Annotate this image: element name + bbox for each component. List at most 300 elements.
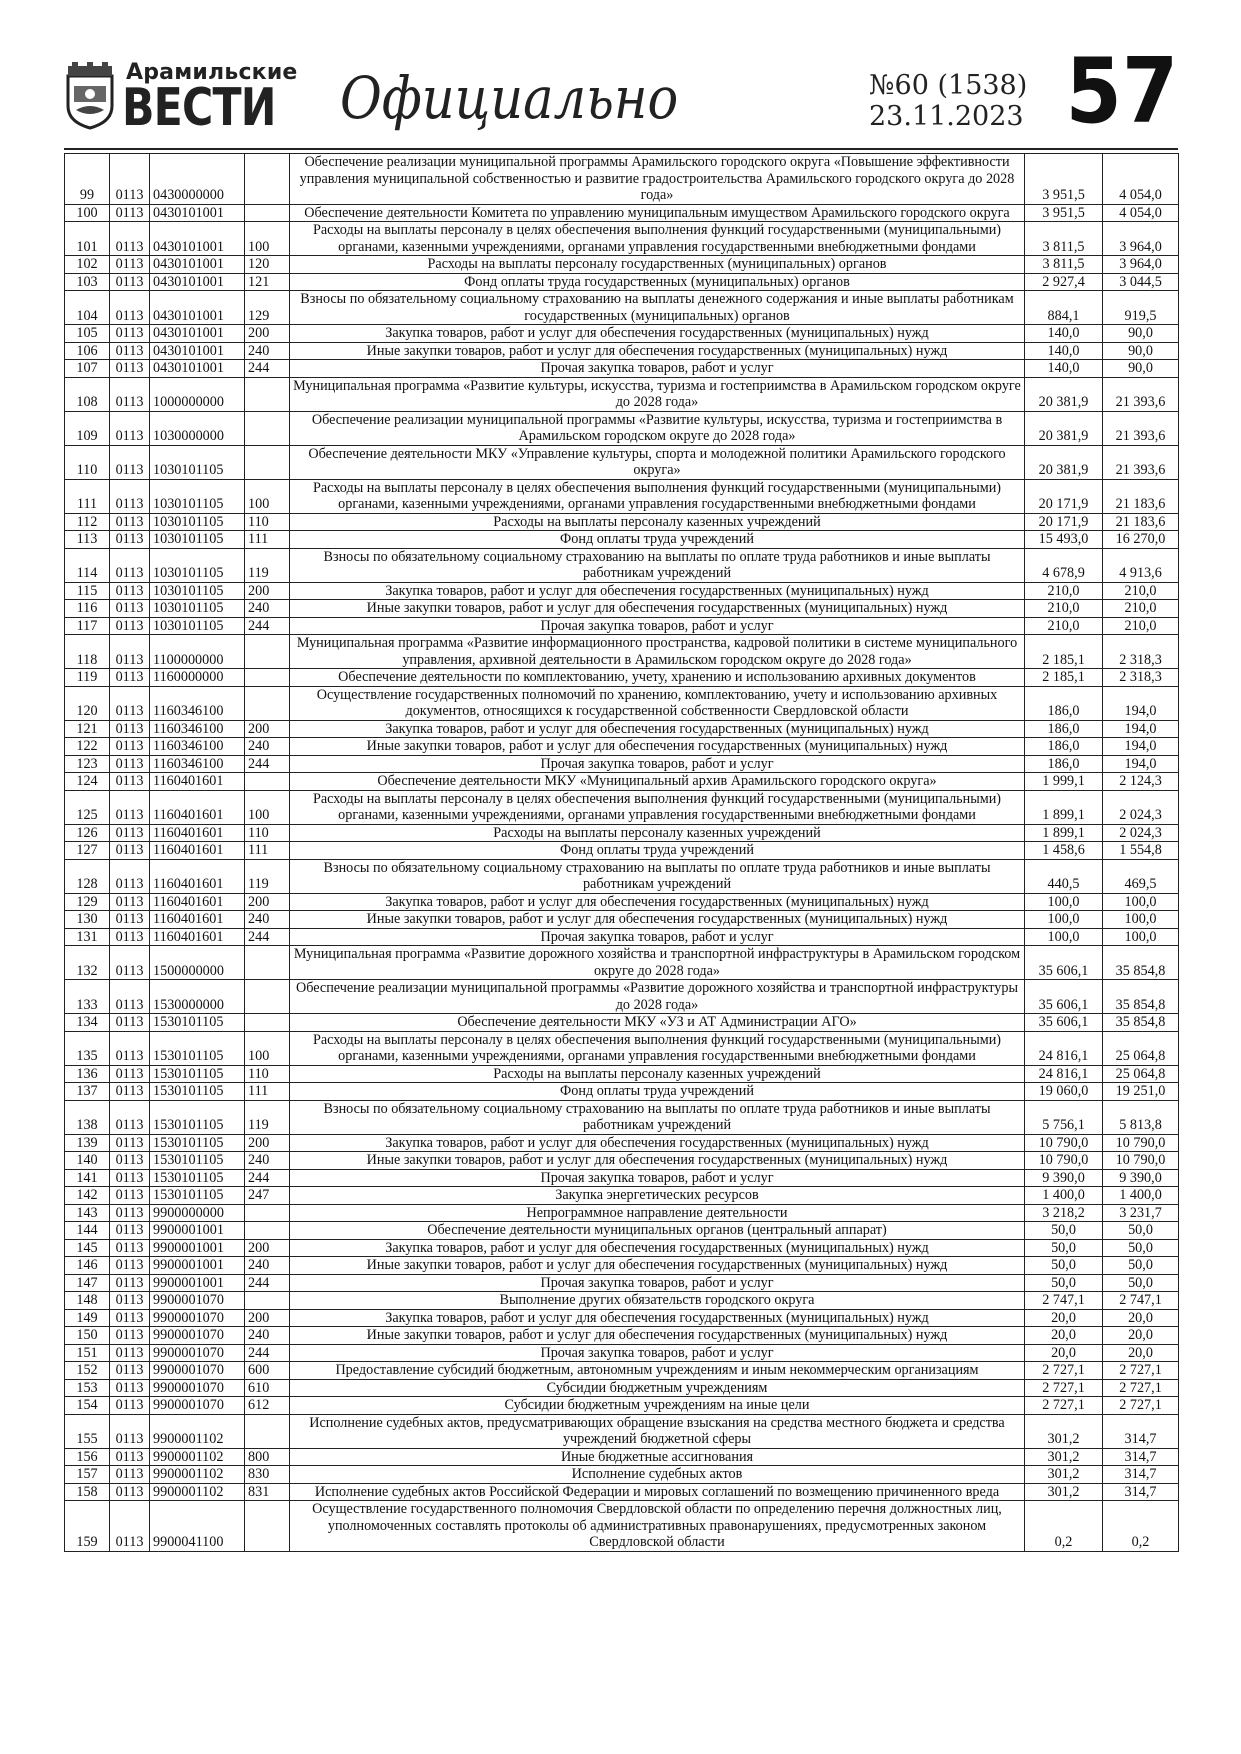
amount-2025: 3 951,5	[1025, 154, 1103, 205]
target-article-code: 9900000000	[150, 1204, 245, 1222]
target-article-code: 0430101001	[150, 291, 245, 325]
row-description: Иные закупки товаров, работ и услуг для обеспечения государственных (муниципальных) нужд	[290, 1152, 1025, 1170]
target-article-code: 1160401601	[150, 928, 245, 946]
amount-2026: 4 054,0	[1103, 204, 1179, 222]
amount-2025: 140,0	[1025, 325, 1103, 343]
expense-type-code	[245, 411, 290, 445]
expense-type-code	[245, 377, 290, 411]
expense-type-code	[245, 946, 290, 980]
amount-2026: 2 124,3	[1103, 773, 1179, 791]
expense-type-code: 200	[245, 1239, 290, 1257]
amount-2026: 9 390,0	[1103, 1169, 1179, 1187]
expense-type-code	[245, 1501, 290, 1552]
table-row	[65, 635, 1179, 669]
expense-type-code: 100	[245, 790, 290, 824]
target-article-code: 1530101105	[150, 1014, 245, 1032]
row-number: 154	[65, 1397, 110, 1415]
table-row	[65, 273, 1179, 291]
target-article-code: 1530101105	[150, 1134, 245, 1152]
expense-type-code: 119	[245, 1100, 290, 1134]
table-row	[65, 1397, 1179, 1415]
amount-2026: 4 913,6	[1103, 548, 1179, 582]
expense-type-code: 121	[245, 273, 290, 291]
section-code: 0113	[110, 377, 150, 411]
expense-type-code: 800	[245, 1448, 290, 1466]
row-description: Расходы на выплаты персоналу в целях обеспечения выполнения функций государственными (муниципальными) органами, казенными учреждениями, органами управления государственными внебюджетными фондами	[290, 222, 1025, 256]
table-row	[65, 1501, 1179, 1552]
amount-2025: 100,0	[1025, 928, 1103, 946]
expense-type-code: 110	[245, 824, 290, 842]
expense-type-code	[245, 1014, 290, 1032]
row-number: 141	[65, 1169, 110, 1187]
expense-type-code	[245, 686, 290, 720]
target-article-code: 9900001102	[150, 1483, 245, 1501]
table-row	[65, 1187, 1179, 1205]
row-number: 108	[65, 377, 110, 411]
newspaper-logo	[64, 52, 298, 138]
page-header	[64, 39, 1178, 150]
expense-type-code: 100	[245, 479, 290, 513]
table-row	[65, 686, 1179, 720]
expense-type-code: 100	[245, 1031, 290, 1065]
amount-2025: 50,0	[1025, 1257, 1103, 1275]
section-code: 0113	[110, 479, 150, 513]
amount-2025: 440,5	[1025, 859, 1103, 893]
row-number: 130	[65, 911, 110, 929]
target-article-code: 9900001001	[150, 1222, 245, 1240]
row-number: 106	[65, 342, 110, 360]
row-description: Закупка товаров, работ и услуг для обеспечения государственных (муниципальных) нужд	[290, 893, 1025, 911]
row-number: 125	[65, 790, 110, 824]
expense-type-code	[245, 669, 290, 687]
section-code: 0113	[110, 1134, 150, 1152]
amount-2025: 24 816,1	[1025, 1065, 1103, 1083]
target-article-code: 1160401601	[150, 859, 245, 893]
row-number: 126	[65, 824, 110, 842]
amount-2025: 20,0	[1025, 1344, 1103, 1362]
expense-type-code: 244	[245, 1169, 290, 1187]
section-code: 0113	[110, 1379, 150, 1397]
amount-2025: 301,2	[1025, 1414, 1103, 1448]
amount-2025: 0,2	[1025, 1501, 1103, 1552]
row-description: Расходы на выплаты персоналу государственных (муниципальных) органов	[290, 256, 1025, 274]
table-row	[65, 548, 1179, 582]
table-row	[65, 1031, 1179, 1065]
amount-2025: 20 381,9	[1025, 411, 1103, 445]
row-description: Закупка товаров, работ и услуг для обеспечения государственных (муниципальных) нужд	[290, 1134, 1025, 1152]
row-description: Иные закупки товаров, работ и услуг для обеспечения государственных (муниципальных) нужд	[290, 600, 1025, 618]
amount-2025: 24 816,1	[1025, 1031, 1103, 1065]
amount-2026: 2 024,3	[1103, 824, 1179, 842]
target-article-code: 1160401601	[150, 911, 245, 929]
section-code: 0113	[110, 1466, 150, 1484]
expense-type-code: 200	[245, 720, 290, 738]
target-article-code: 1530101105	[150, 1169, 245, 1187]
table-row	[65, 325, 1179, 343]
section-code: 0113	[110, 755, 150, 773]
amount-2026: 2 727,1	[1103, 1397, 1179, 1415]
table-row	[65, 1100, 1179, 1134]
amount-2026: 3 964,0	[1103, 222, 1179, 256]
expense-type-code: 240	[245, 911, 290, 929]
row-description: Закупка товаров, работ и услуг для обеспечения государственных (муниципальных) нужд	[290, 1239, 1025, 1257]
table-row	[65, 980, 1179, 1014]
table-row	[65, 531, 1179, 549]
amount-2026: 35 854,8	[1103, 980, 1179, 1014]
row-number: 135	[65, 1031, 110, 1065]
section-code: 0113	[110, 411, 150, 445]
target-article-code: 1160401601	[150, 824, 245, 842]
amount-2026: 35 854,8	[1103, 1014, 1179, 1032]
expense-type-code: 200	[245, 1134, 290, 1152]
row-description: Фонд оплаты труда государственных (муниципальных) органов	[290, 273, 1025, 291]
row-number: 114	[65, 548, 110, 582]
amount-2026: 10 790,0	[1103, 1152, 1179, 1170]
amount-2026: 50,0	[1103, 1239, 1179, 1257]
section-code: 0113	[110, 222, 150, 256]
table-row	[65, 911, 1179, 929]
section-code: 0113	[110, 824, 150, 842]
row-description: Обеспечение деятельности по комплектованию, учету, хранению и использованию архивных документов	[290, 669, 1025, 687]
row-description: Выполнение других обязательств городского округа	[290, 1292, 1025, 1310]
table-row	[65, 445, 1179, 479]
target-article-code: 1160401601	[150, 773, 245, 791]
row-number: 131	[65, 928, 110, 946]
row-description: Прочая закупка товаров, работ и услуг	[290, 1169, 1025, 1187]
row-description: Иные бюджетные ассигнования	[290, 1448, 1025, 1466]
section-code: 0113	[110, 911, 150, 929]
expense-type-code: 129	[245, 291, 290, 325]
page-number: 57	[1065, 39, 1178, 144]
section-code: 0113	[110, 617, 150, 635]
amount-2026: 21 393,6	[1103, 411, 1179, 445]
amount-2025: 186,0	[1025, 720, 1103, 738]
table-row	[65, 377, 1179, 411]
amount-2025: 50,0	[1025, 1222, 1103, 1240]
expense-type-code: 244	[245, 755, 290, 773]
amount-2026: 2 024,3	[1103, 790, 1179, 824]
section-code: 0113	[110, 1292, 150, 1310]
row-number: 122	[65, 738, 110, 756]
row-description: Иные закупки товаров, работ и услуг для обеспечения государственных (муниципальных) нужд	[290, 1327, 1025, 1345]
amount-2026: 20,0	[1103, 1309, 1179, 1327]
section-code: 0113	[110, 1309, 150, 1327]
target-article-code: 9900001070	[150, 1362, 245, 1380]
table-row	[65, 1466, 1179, 1484]
amount-2025: 2 727,1	[1025, 1362, 1103, 1380]
expense-type-code: 244	[245, 360, 290, 378]
expense-type-code: 240	[245, 1152, 290, 1170]
section-code: 0113	[110, 445, 150, 479]
amount-2025: 2 727,1	[1025, 1379, 1103, 1397]
amount-2026: 21 393,6	[1103, 377, 1179, 411]
amount-2025: 20,0	[1025, 1309, 1103, 1327]
amount-2026: 21 393,6	[1103, 445, 1179, 479]
amount-2026: 25 064,8	[1103, 1065, 1179, 1083]
brand-title: ВЕСТИ	[122, 78, 276, 138]
expense-type-code: 610	[245, 1379, 290, 1397]
row-number: 129	[65, 893, 110, 911]
target-article-code: 1160401601	[150, 893, 245, 911]
expense-type-code: 247	[245, 1187, 290, 1205]
row-description: Обеспечение реализации муниципальной программы Арамильского городского округа «Повышение эффективности управления муниципальной собственностью и развитие градостроительства Арамильского городского округа до 2028 года»	[290, 154, 1025, 205]
amount-2026: 194,0	[1103, 686, 1179, 720]
row-description: Непрограммное направление деятельности	[290, 1204, 1025, 1222]
section-code: 0113	[110, 738, 150, 756]
amount-2025: 35 606,1	[1025, 1014, 1103, 1032]
target-article-code: 0430101001	[150, 204, 245, 222]
section-code: 0113	[110, 1014, 150, 1032]
row-number: 144	[65, 1222, 110, 1240]
amount-2026: 314,7	[1103, 1483, 1179, 1501]
target-article-code: 1530101105	[150, 1031, 245, 1065]
table-row	[65, 859, 1179, 893]
row-number: 99	[65, 154, 110, 205]
amount-2025: 186,0	[1025, 738, 1103, 756]
expense-type-code: 111	[245, 531, 290, 549]
target-article-code: 0430101001	[150, 222, 245, 256]
amount-2026: 3 231,7	[1103, 1204, 1179, 1222]
section-code: 0113	[110, 1031, 150, 1065]
expense-type-code: 244	[245, 617, 290, 635]
table-row	[65, 582, 1179, 600]
section-code: 0113	[110, 1152, 150, 1170]
section-code: 0113	[110, 256, 150, 274]
row-description: Закупка товаров, работ и услуг для обеспечения государственных (муниципальных) нужд	[290, 720, 1025, 738]
amount-2025: 20 171,9	[1025, 513, 1103, 531]
row-number: 151	[65, 1344, 110, 1362]
table-row	[65, 824, 1179, 842]
section-code: 0113	[110, 548, 150, 582]
section-code: 0113	[110, 291, 150, 325]
row-description: Иные закупки товаров, работ и услуг для обеспечения государственных (муниципальных) нужд	[290, 1257, 1025, 1275]
table-row	[65, 1448, 1179, 1466]
table-row	[65, 946, 1179, 980]
amount-2026: 50,0	[1103, 1257, 1179, 1275]
target-article-code: 1160346100	[150, 755, 245, 773]
row-description: Иные закупки товаров, работ и услуг для обеспечения государственных (муниципальных) нужд	[290, 342, 1025, 360]
amount-2026: 90,0	[1103, 342, 1179, 360]
row-number: 136	[65, 1065, 110, 1083]
row-number: 128	[65, 859, 110, 893]
row-description: Взносы по обязательному социальному страхованию на выплаты по оплате труда работников и иные выплаты работникам учреждений	[290, 859, 1025, 893]
target-article-code: 9900001070	[150, 1379, 245, 1397]
row-number: 152	[65, 1362, 110, 1380]
row-number: 121	[65, 720, 110, 738]
section-code: 0113	[110, 686, 150, 720]
row-number: 115	[65, 582, 110, 600]
row-number: 119	[65, 669, 110, 687]
amount-2026: 21 183,6	[1103, 479, 1179, 513]
target-article-code: 1160000000	[150, 669, 245, 687]
section-code: 0113	[110, 635, 150, 669]
table-row	[65, 738, 1179, 756]
row-description: Иные закупки товаров, работ и услуг для обеспечения государственных (муниципальных) нужд	[290, 911, 1025, 929]
row-description: Закупка товаров, работ и услуг для обеспечения государственных (муниципальных) нужд	[290, 325, 1025, 343]
amount-2026: 314,7	[1103, 1414, 1179, 1448]
section-code: 0113	[110, 980, 150, 1014]
row-number: 111	[65, 479, 110, 513]
row-description: Предоставление субсидий бюджетным, автономным учреждениям и иным некоммерческим организациям	[290, 1362, 1025, 1380]
amount-2025: 2 747,1	[1025, 1292, 1103, 1310]
row-description: Обеспечение реализации муниципальной программы «Развитие культуры, искусства, туризма и гостеприимства в Арамильском городском округе до 2028 года»	[290, 411, 1025, 445]
amount-2025: 186,0	[1025, 755, 1103, 773]
amount-2025: 1 899,1	[1025, 824, 1103, 842]
issue-info	[869, 70, 1027, 132]
target-article-code: 1530101105	[150, 1100, 245, 1134]
row-number: 102	[65, 256, 110, 274]
amount-2025: 100,0	[1025, 893, 1103, 911]
target-article-code: 1160401601	[150, 790, 245, 824]
row-description: Фонд оплаты труда учреждений	[290, 1083, 1025, 1101]
section-code: 0113	[110, 859, 150, 893]
amount-2025: 3 218,2	[1025, 1204, 1103, 1222]
amount-2026: 20,0	[1103, 1327, 1179, 1345]
row-description: Расходы на выплаты персоналу в целях обеспечения выполнения функций государственными (муниципальными) органами, казенными учреждениями, органами управления государственными внебюджетными фондами	[290, 1031, 1025, 1065]
row-number: 153	[65, 1379, 110, 1397]
expense-type-code: 600	[245, 1362, 290, 1380]
target-article-code: 9900001102	[150, 1414, 245, 1448]
target-article-code: 1030101105	[150, 445, 245, 479]
row-number: 107	[65, 360, 110, 378]
amount-2026: 1 400,0	[1103, 1187, 1179, 1205]
row-number: 142	[65, 1187, 110, 1205]
amount-2025: 1 458,6	[1025, 842, 1103, 860]
section-code: 0113	[110, 1187, 150, 1205]
row-description: Расходы на выплаты персоналу казенных учреждений	[290, 1065, 1025, 1083]
row-description: Закупка энергетических ресурсов	[290, 1187, 1025, 1205]
row-description: Муниципальная программа «Развитие информационного пространства, кадровой политики в системе муниципального управления, архивной деятельности в Арамильском городском округе до 2028 года»	[290, 635, 1025, 669]
section-code: 0113	[110, 360, 150, 378]
row-number: 123	[65, 755, 110, 773]
target-article-code: 1030101105	[150, 548, 245, 582]
section-code: 0113	[110, 1257, 150, 1275]
amount-2025: 210,0	[1025, 582, 1103, 600]
row-number: 113	[65, 531, 110, 549]
row-number: 146	[65, 1257, 110, 1275]
row-number: 143	[65, 1204, 110, 1222]
row-description: Фонд оплаты труда учреждений	[290, 531, 1025, 549]
section-code: 0113	[110, 1083, 150, 1101]
row-description: Обеспечение деятельности муниципальных органов (центральный аппарат)	[290, 1222, 1025, 1240]
amount-2026: 100,0	[1103, 893, 1179, 911]
row-number: 127	[65, 842, 110, 860]
expense-type-code: 200	[245, 893, 290, 911]
amount-2026: 20,0	[1103, 1344, 1179, 1362]
row-number: 140	[65, 1152, 110, 1170]
expense-type-code: 831	[245, 1483, 290, 1501]
row-number: 158	[65, 1483, 110, 1501]
section-code: 0113	[110, 325, 150, 343]
amount-2025: 1 400,0	[1025, 1187, 1103, 1205]
table-row	[65, 222, 1179, 256]
expense-type-code: 120	[245, 256, 290, 274]
section-code: 0113	[110, 946, 150, 980]
section-code: 0113	[110, 204, 150, 222]
table-row	[65, 893, 1179, 911]
budget-table	[64, 153, 1179, 1552]
target-article-code: 1160346100	[150, 738, 245, 756]
row-description: Обеспечение реализации муниципальной программы «Развитие дорожного хозяйства и транспортной инфраструктуры до 2028 года»	[290, 980, 1025, 1014]
row-description: Исполнение судебных актов	[290, 1466, 1025, 1484]
row-description: Муниципальная программа «Развитие культуры, искусства, туризма и гостеприимства в Арамильском городском округе до 2028 года»	[290, 377, 1025, 411]
amount-2026: 90,0	[1103, 360, 1179, 378]
row-number: 148	[65, 1292, 110, 1310]
table-row	[65, 411, 1179, 445]
target-article-code: 9900001001	[150, 1274, 245, 1292]
amount-2025: 50,0	[1025, 1274, 1103, 1292]
row-number: 157	[65, 1466, 110, 1484]
section-code: 0113	[110, 513, 150, 531]
table-row	[65, 1152, 1179, 1170]
row-number: 124	[65, 773, 110, 791]
row-number: 101	[65, 222, 110, 256]
expense-type-code	[245, 445, 290, 479]
row-description: Осуществление государственного полномочия Свердловской области по определению перечня должностных лиц, уполномоченных составлять протоколы об административных правонарушениях, предусмотренных законом Свердловской области	[290, 1501, 1025, 1552]
amount-2025: 2 727,1	[1025, 1397, 1103, 1415]
expense-type-code: 240	[245, 738, 290, 756]
expense-type-code: 200	[245, 582, 290, 600]
table-row	[65, 1327, 1179, 1345]
target-article-code: 1530101105	[150, 1187, 245, 1205]
row-description: Взносы по обязательному социальному страхованию на выплаты по оплате труда работников и иные выплаты работникам учреждений	[290, 548, 1025, 582]
expense-type-code: 244	[245, 928, 290, 946]
row-description: Закупка товаров, работ и услуг для обеспечения государственных (муниципальных) нужд	[290, 582, 1025, 600]
row-number: 138	[65, 1100, 110, 1134]
section-code: 0113	[110, 1501, 150, 1552]
row-description: Прочая закупка товаров, работ и услуг	[290, 360, 1025, 378]
table-row	[65, 1362, 1179, 1380]
row-description: Расходы на выплаты персоналу в целях обеспечения выполнения функций государственными (муниципальными) органами, казенными учреждениями, органами управления государственными внебюджетными фондами	[290, 790, 1025, 824]
section-code: 0113	[110, 1362, 150, 1380]
amount-2026: 21 183,6	[1103, 513, 1179, 531]
row-number: 133	[65, 980, 110, 1014]
expense-type-code: 110	[245, 1065, 290, 1083]
section-code: 0113	[110, 720, 150, 738]
target-article-code: 1030101105	[150, 582, 245, 600]
amount-2026: 10 790,0	[1103, 1134, 1179, 1152]
table-row	[65, 790, 1179, 824]
expense-type-code: 612	[245, 1397, 290, 1415]
amount-2025: 5 756,1	[1025, 1100, 1103, 1134]
amount-2025: 2 185,1	[1025, 635, 1103, 669]
amount-2026: 1 554,8	[1103, 842, 1179, 860]
target-article-code: 1030101105	[150, 531, 245, 549]
row-number: 118	[65, 635, 110, 669]
table-row	[65, 1483, 1179, 1501]
row-description: Прочая закупка товаров, работ и услуг	[290, 928, 1025, 946]
amount-2025: 884,1	[1025, 291, 1103, 325]
amount-2025: 100,0	[1025, 911, 1103, 929]
amount-2026: 90,0	[1103, 325, 1179, 343]
amount-2025: 210,0	[1025, 600, 1103, 618]
target-article-code: 1030101105	[150, 617, 245, 635]
expense-type-code	[245, 980, 290, 1014]
row-description: Прочая закупка товаров, работ и услуг	[290, 1274, 1025, 1292]
amount-2025: 4 678,9	[1025, 548, 1103, 582]
expense-type-code	[245, 635, 290, 669]
expense-type-code: 240	[245, 342, 290, 360]
expense-type-code: 111	[245, 842, 290, 860]
table-row	[65, 1014, 1179, 1032]
row-number: 147	[65, 1274, 110, 1292]
table-row	[65, 1083, 1179, 1101]
target-article-code: 0430101001	[150, 273, 245, 291]
table-row	[65, 1274, 1179, 1292]
table-row	[65, 600, 1179, 618]
amount-2025: 10 790,0	[1025, 1134, 1103, 1152]
target-article-code: 9900001001	[150, 1257, 245, 1275]
